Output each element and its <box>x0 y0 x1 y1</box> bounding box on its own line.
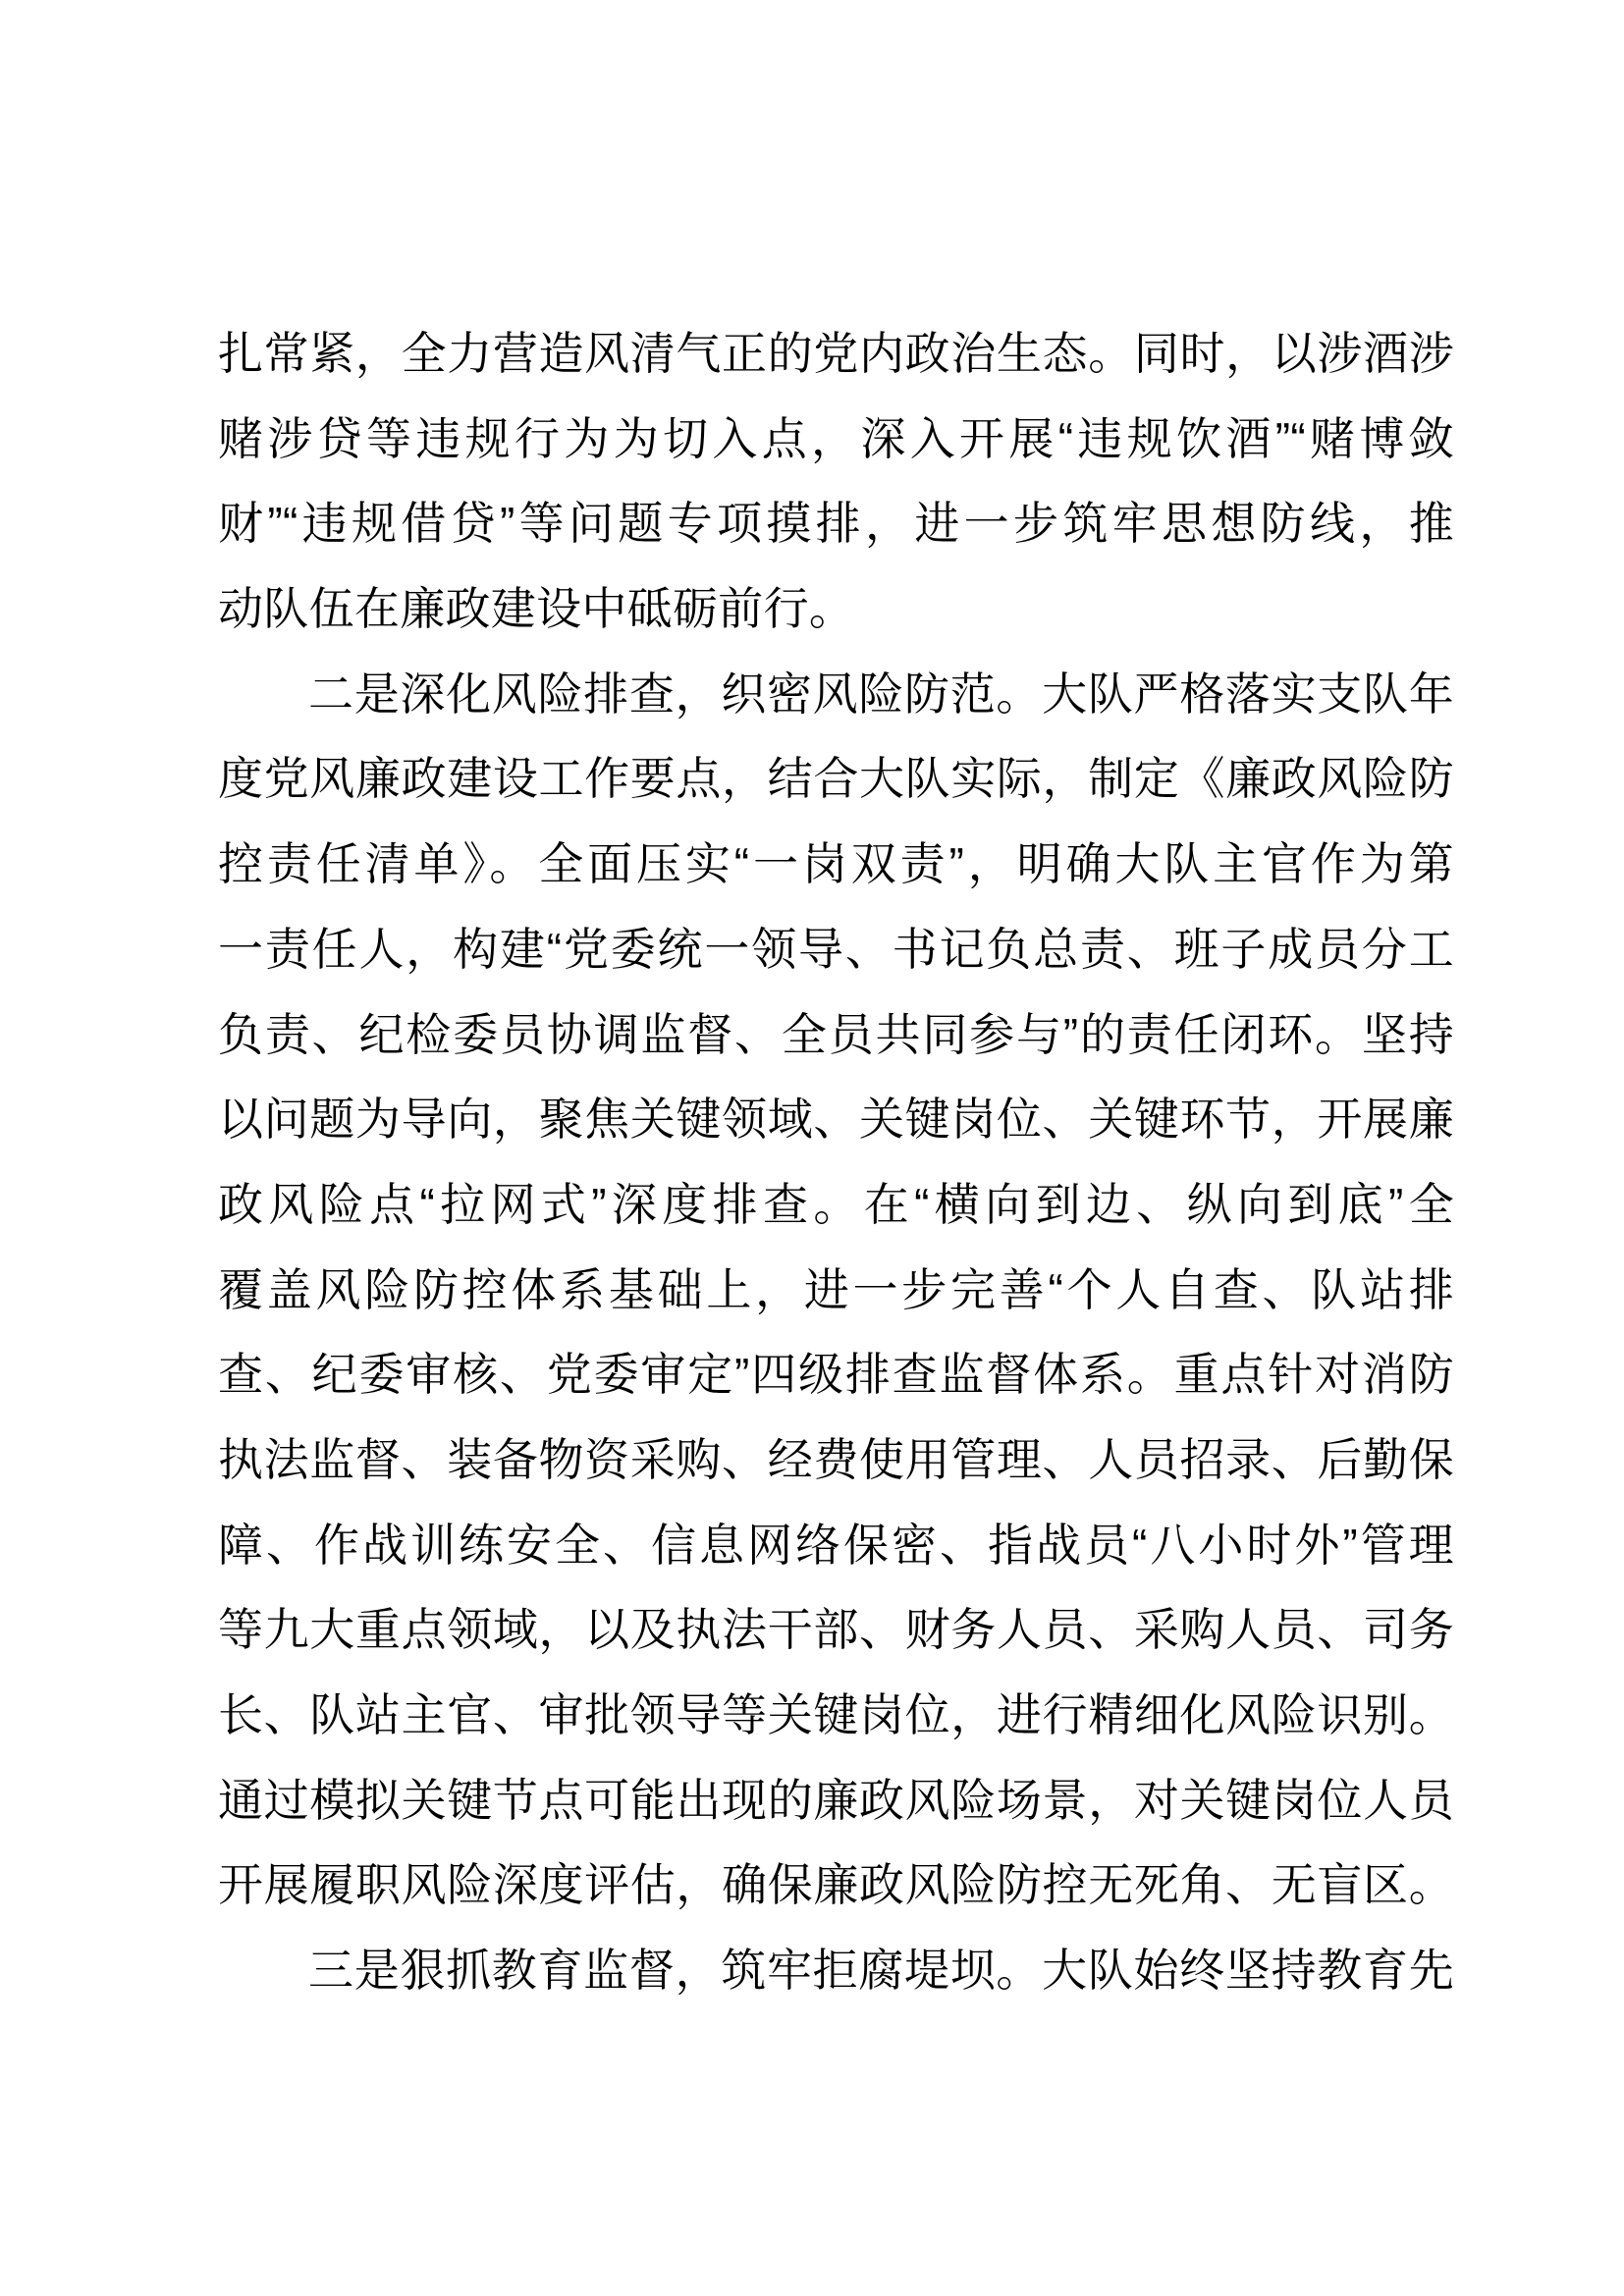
text-line: 查、纪委审核、党委审定”四级排查监督体系。重点针对消防 <box>218 1349 1454 1401</box>
text-line: 执法监督、装备物资采购、经费使用管理、人员招录、后勤保 <box>218 1433 1454 1485</box>
text-line: 障、作战训练安全、信息网络保密、指战员“八小时外”管理 <box>218 1519 1454 1571</box>
paragraph-2 <box>218 652 1454 1928</box>
document-body <box>218 311 1454 2013</box>
text-line: 政风险点“拉网式”深度排查。在“横向到边、纵向到底”全 <box>218 1178 1454 1230</box>
text-line: 度党风廉政建设工作要点，结合大队实际，制定《廉政风险防 <box>218 753 1454 805</box>
text-line: 动队伍在廉政建设中砥砺前行。 <box>218 583 855 635</box>
text-line: 财”“违规借贷”等问题专项摸排，进一步筑牢思想防线，推 <box>218 498 1454 550</box>
text-line: 覆盖风险防控体系基础上，进一步完善“个人自查、队站排 <box>218 1263 1454 1315</box>
text-line: 开展履职风险深度评估，确保廉政风险防控无死角、无盲区。 <box>218 1859 1454 1911</box>
text-line: 三是狠抓教育监督，筑牢拒腐堤坝。大队始终坚持教育先 <box>308 1945 1454 1997</box>
text-line: 以问题为导向，聚焦关键领域、关键岗位、关键环节，开展廉 <box>218 1094 1454 1146</box>
text-line: 长、队站主官、审批领导等关键岗位，进行精细化风险识别。 <box>218 1689 1454 1740</box>
text-line: 负责、纪检委员协调监督、全员共同参与”的责任闭环。坚持 <box>218 1008 1454 1060</box>
text-line: 一责任人，构建“党委统一领导、书记负总责、班子成员分工 <box>218 923 1454 975</box>
text-line: 赌涉贷等违规行为为切入点，深入开展“违规饮酒”“赌博敛 <box>218 412 1454 464</box>
text-line: 扎常紧，全力营造风清气正的党内政治生态。同时，以涉酒涉 <box>218 328 1454 379</box>
text-line: 通过模拟关键节点可能出现的廉政风险场景，对关键岗位人员 <box>218 1774 1454 1826</box>
text-line: 等九大重点领域，以及执法干部、财务人员、采购人员、司务 <box>218 1604 1454 1656</box>
text-line: 控责任清单》。全面压实“一岗双责”，明确大队主官作为第 <box>218 838 1454 890</box>
paragraph-3 <box>218 1928 1454 2013</box>
text-line: 二是深化风险排查，织密风险防范。大队严格落实支队年 <box>308 667 1454 720</box>
paragraph-1 <box>218 311 1454 652</box>
